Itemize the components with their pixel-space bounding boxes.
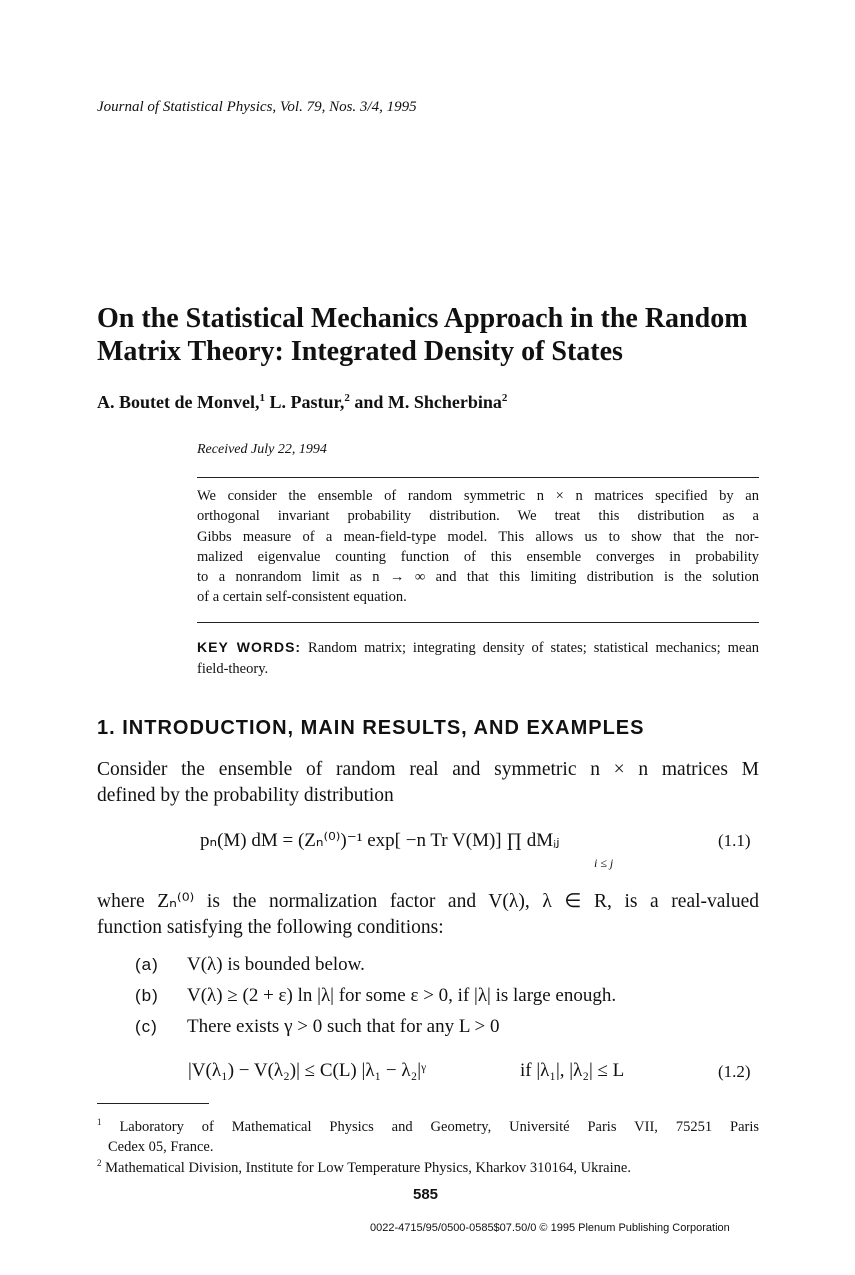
intro-line: defined by the probability distribution	[97, 785, 394, 806]
equation-number: (1.2)	[718, 1062, 751, 1081]
footnote-rule	[97, 1103, 209, 1104]
page-number: 585	[413, 1186, 439, 1203]
keywords	[197, 637, 759, 680]
footnote-text: Cedex 05, France.	[108, 1138, 214, 1155]
abstract	[197, 486, 759, 608]
condition-c	[135, 1016, 499, 1038]
paper-title: On the Statistical Mechanics Approach in the Random Matrix Theory: Integrated Density of States	[97, 303, 748, 367]
equation-1-1: pₙ(M) dM = (Zₙ⁽⁰⁾)⁻¹ exp[ −n Tr V(M)] ∏ dMᵢⱼ	[200, 830, 560, 851]
keywords-label: KEY WORDS:	[197, 639, 302, 655]
section-heading: 1. INTRODUCTION, MAIN RESULTS, AND EXAMPLES	[97, 717, 645, 739]
author-name: A. Boutet de Monvel,	[97, 392, 260, 412]
affiliation-mark: 2	[344, 392, 350, 404]
condition-a	[135, 954, 365, 976]
abstract-line: of a certain self-consistent equation.	[197, 589, 407, 606]
product-subscript: i ≤ j	[594, 856, 614, 870]
condition-label: (a)	[135, 955, 159, 974]
intro-paragraph	[97, 757, 759, 809]
footnote-mark: 1	[97, 1117, 102, 1127]
abstract-top-rule	[197, 477, 759, 478]
received-date: Received July 22, 1994	[197, 442, 327, 457]
abstract-line: We consider the ensemble of random symmetric n × n matrices specified by an	[197, 488, 759, 504]
intro-line: Consider the ensemble of random real and symmetric n × n matrices M	[97, 759, 759, 780]
condition-text: There exists γ > 0 such that for any L > 0	[187, 1016, 500, 1037]
footnote-mark: 2	[97, 1158, 102, 1168]
footnote-text: Mathematical Division, Institute for Low Temperature Physics, Kharkov 310164, Ukraine.	[105, 1159, 631, 1176]
author-name: and M. Shcherbina	[354, 392, 502, 412]
conditions-intro	[97, 889, 759, 941]
condition-b	[135, 985, 616, 1007]
footnote-text: Laboratory of Mathematical Physics and Geometry, Université Paris VII, 75251 Paris	[119, 1118, 760, 1135]
affiliation-mark: 2	[501, 392, 508, 404]
author-name: L. Pastur,	[269, 392, 345, 412]
affiliation-mark: 1	[259, 392, 265, 404]
author-list	[97, 392, 507, 413]
keywords-text: Random matrix; integrating density of states; statistical mechanics; mean field-theory.	[197, 640, 760, 677]
abstract-line: Gibbs measure of a mean-field-type model. This allows us to show that the nor-	[197, 528, 759, 545]
para-line: function satisfying the following conditions:	[97, 917, 444, 938]
copyright-line: 0022-4715/95/0500-0585$07.50/0 © 1995 Plenum Publishing Corporation	[370, 1222, 730, 1234]
footnote-1	[97, 1112, 759, 1157]
footnote-2	[97, 1153, 759, 1178]
para-line: where Zₙ⁽⁰⁾ is the normalization factor and V(λ), λ ∈ R, is a real-valued	[97, 891, 759, 912]
equation-1-2: |V(λ₁) − V(λ₂)| ≤ C(L) |λ₁ − λ₂|ᵞ	[188, 1060, 427, 1081]
abstract-line: to a nonrandom limit as n → ∞ and that this limiting distribution is the solution	[197, 569, 759, 586]
condition-text: V(λ) ≥ (2 + ε) ln |λ| for some ε > 0, if |λ| is large enough.	[187, 985, 617, 1006]
condition-label: (b)	[135, 986, 159, 1005]
journal-citation: Journal of Statistical Physics, Vol. 79, Nos. 3/4, 1995	[97, 99, 417, 115]
equation-1-2-condition: if |λ₁|, |λ₂| ≤ L	[520, 1060, 625, 1081]
abstract-bottom-rule	[197, 622, 759, 623]
condition-text: V(λ) is bounded below.	[187, 954, 365, 975]
condition-label: (c)	[135, 1017, 158, 1036]
abstract-line: orthogonal invariant probability distribution. We treat this distribution as a	[197, 508, 759, 525]
equation-number: (1.1)	[718, 831, 751, 850]
abstract-line: malized eigenvalue counting function of this ensemble converges in probability	[197, 548, 759, 565]
